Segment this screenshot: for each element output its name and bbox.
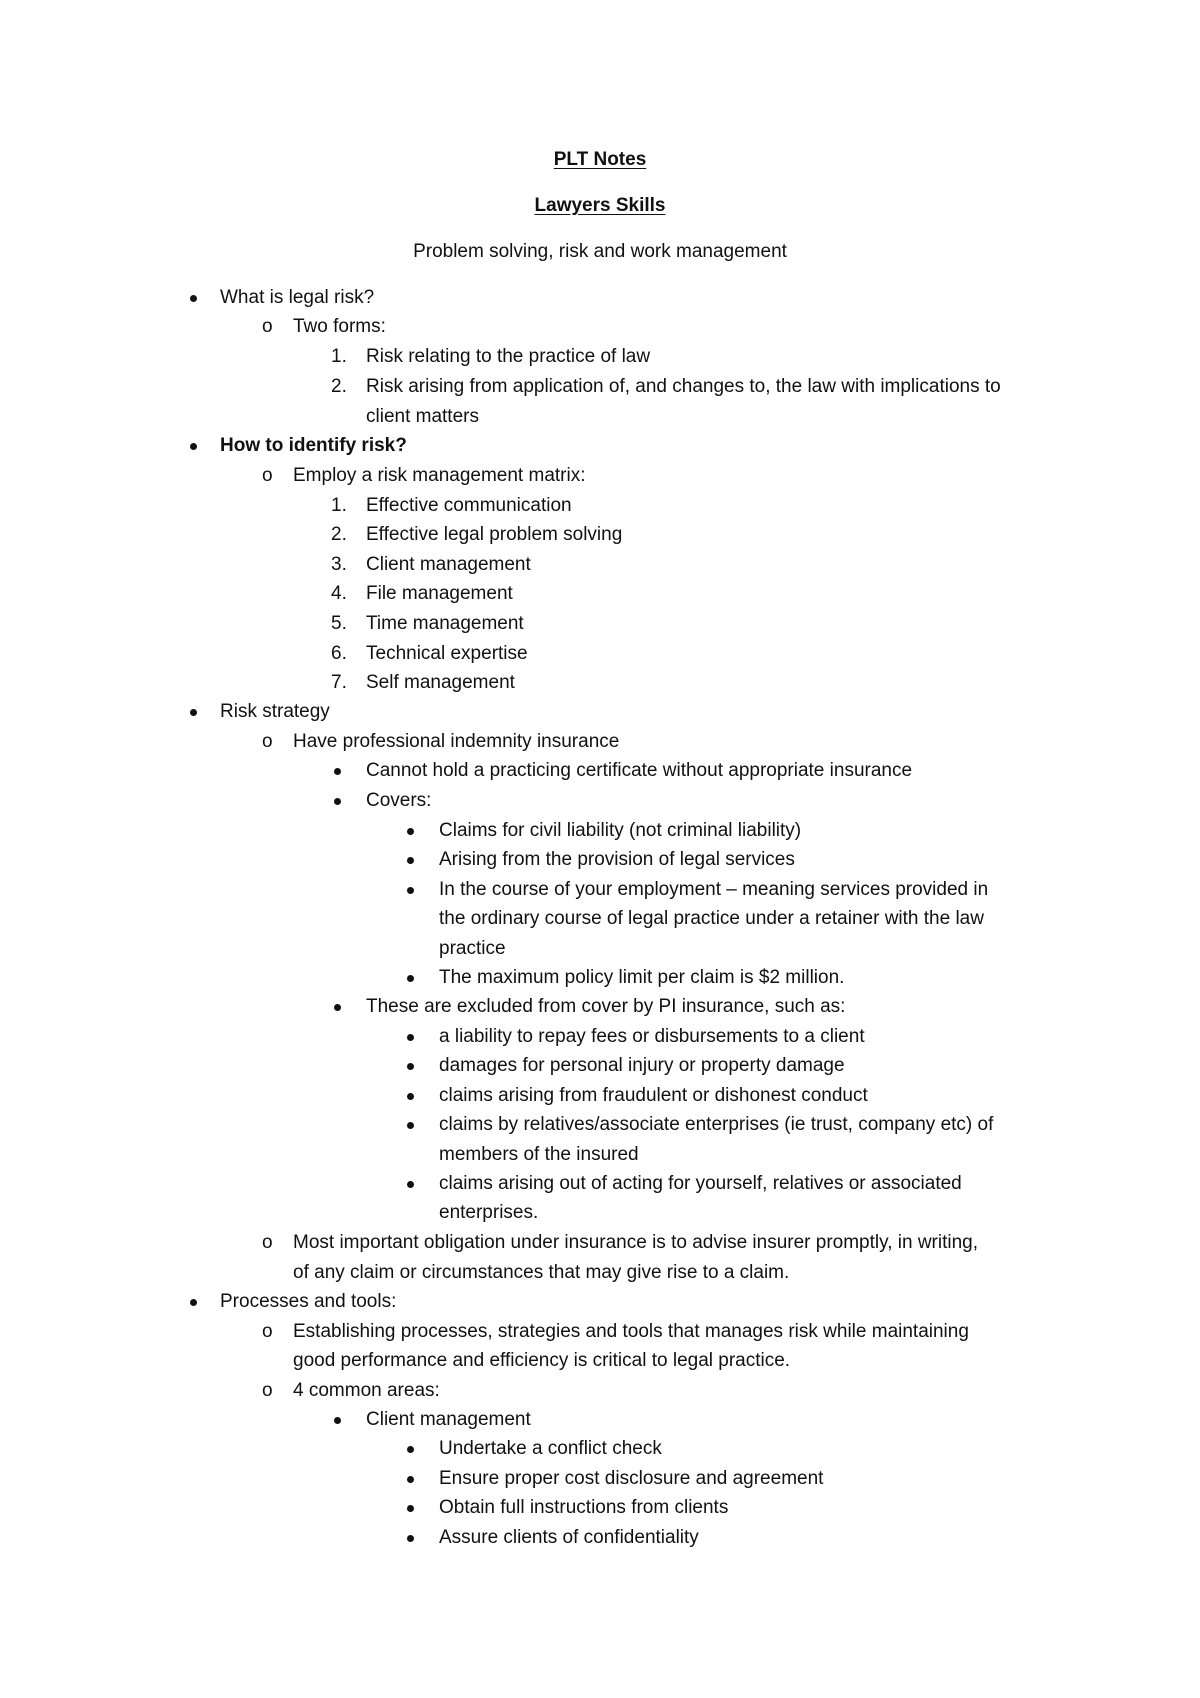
page-title: PLT Notes [553, 149, 647, 170]
list-item: What is legal risk? [220, 287, 375, 308]
bullet-icon [407, 1063, 414, 1070]
list-item: Undertake a conflict check [439, 1438, 662, 1459]
list-item: claims by relatives/associate enterprises (ie trust, company etc) of [439, 1114, 994, 1135]
sub-bullet-marker: o [262, 1380, 273, 1401]
number-marker: 4. [331, 583, 347, 604]
list-item: Two forms: [293, 316, 386, 337]
list-item: These are excluded from cover by PI insurance, such as: [366, 996, 846, 1017]
bullet-icon [407, 975, 414, 982]
list-item: Risk strategy [220, 701, 330, 722]
list-item: Client management [366, 1409, 531, 1430]
bullet-icon [334, 1004, 341, 1011]
number-marker: 1. [331, 495, 347, 516]
list-item: Assure clients of confidentiality [439, 1527, 699, 1548]
list-item: Establishing processes, strategies and tools that manages risk while maintaining [293, 1321, 969, 1342]
list-item: Employ a risk management matrix: [293, 465, 586, 486]
bullet-icon [407, 1122, 414, 1129]
list-item-continued: members of the insured [439, 1144, 639, 1165]
sub-bullet-marker: o [262, 731, 273, 752]
list-item-continued: enterprises. [439, 1202, 539, 1223]
list-item-continued: good performance and efficiency is critical to legal practice. [293, 1350, 791, 1371]
bullet-icon [407, 1476, 414, 1483]
bullet-icon [190, 1299, 197, 1306]
list-item-continued: client matters [366, 406, 479, 427]
list-item: Obtain full instructions from clients [439, 1497, 729, 1518]
bullet-icon [190, 443, 197, 450]
list-item: The maximum policy limit per claim is $2 million. [439, 967, 845, 988]
list-item-continued: practice [439, 938, 506, 959]
bullet-icon [407, 1093, 414, 1100]
list-item-continued: of any claim or circumstances that may give rise to a claim. [293, 1262, 790, 1283]
sub-bullet-marker: o [262, 1321, 273, 1342]
list-item: Arising from the provision of legal services [439, 849, 795, 870]
sub-bullet-marker: o [262, 1232, 273, 1253]
list-item: Claims for civil liability (not criminal liability) [439, 820, 802, 841]
number-marker: 6. [331, 643, 347, 664]
list-item: Client management [366, 554, 531, 575]
bullet-icon [334, 768, 341, 775]
number-marker: 2. [331, 524, 347, 545]
bullet-icon [407, 1505, 414, 1512]
list-item: Technical expertise [366, 643, 528, 664]
bullet-icon [407, 1181, 414, 1188]
bullet-icon [407, 1034, 414, 1041]
bullet-icon [407, 1446, 414, 1453]
list-item: Processes and tools: [220, 1291, 397, 1312]
sub-bullet-marker: o [262, 465, 273, 486]
number-marker: 1. [331, 346, 347, 367]
bullet-icon [190, 709, 197, 716]
sub-bullet-marker: o [262, 316, 273, 337]
number-marker: 2. [331, 376, 347, 397]
list-item: Time management [366, 613, 524, 634]
list-item: Self management [366, 672, 515, 693]
list-item: Have professional indemnity insurance [293, 731, 620, 752]
list-item: Covers: [366, 790, 432, 811]
list-item: Cannot hold a practicing certificate without appropriate insurance [366, 760, 913, 781]
list-item: Risk arising from application of, and changes to, the law with implications to [366, 376, 1001, 397]
list-item: In the course of your employment – meaning services provided in [439, 879, 989, 900]
bullet-icon [407, 1535, 414, 1542]
list-item: 4 common areas: [293, 1380, 440, 1401]
list-item-continued: the ordinary course of legal practice under a retainer with the law [439, 908, 984, 929]
list-item: How to identify risk? [220, 435, 407, 456]
bullet-icon [407, 887, 414, 894]
bullet-icon [190, 295, 197, 302]
number-marker: 5. [331, 613, 347, 634]
list-item: Effective legal problem solving [366, 524, 623, 545]
number-marker: 3. [331, 554, 347, 575]
number-marker: 7. [331, 672, 347, 693]
list-item: Effective communication [366, 495, 572, 516]
list-item: Risk relating to the practice of law [366, 346, 651, 367]
list-item: claims arising from fraudulent or dishonest conduct [439, 1085, 868, 1106]
list-item: a liability to repay fees or disbursements to a client [439, 1026, 865, 1047]
bullet-icon [407, 857, 414, 864]
list-item: Ensure proper cost disclosure and agreement [439, 1468, 824, 1489]
topic-heading: Problem solving, risk and work management [413, 241, 787, 262]
bullet-icon [407, 828, 414, 835]
section-heading: Lawyers Skills [534, 195, 666, 216]
bullet-icon [334, 798, 341, 805]
list-item: File management [366, 583, 513, 604]
list-item: claims arising out of acting for yourself, relatives or associated [439, 1173, 962, 1194]
list-item: Most important obligation under insurance is to advise insurer promptly, in writing, [293, 1232, 979, 1253]
bullet-icon [334, 1417, 341, 1424]
list-item: damages for personal injury or property damage [439, 1055, 845, 1076]
